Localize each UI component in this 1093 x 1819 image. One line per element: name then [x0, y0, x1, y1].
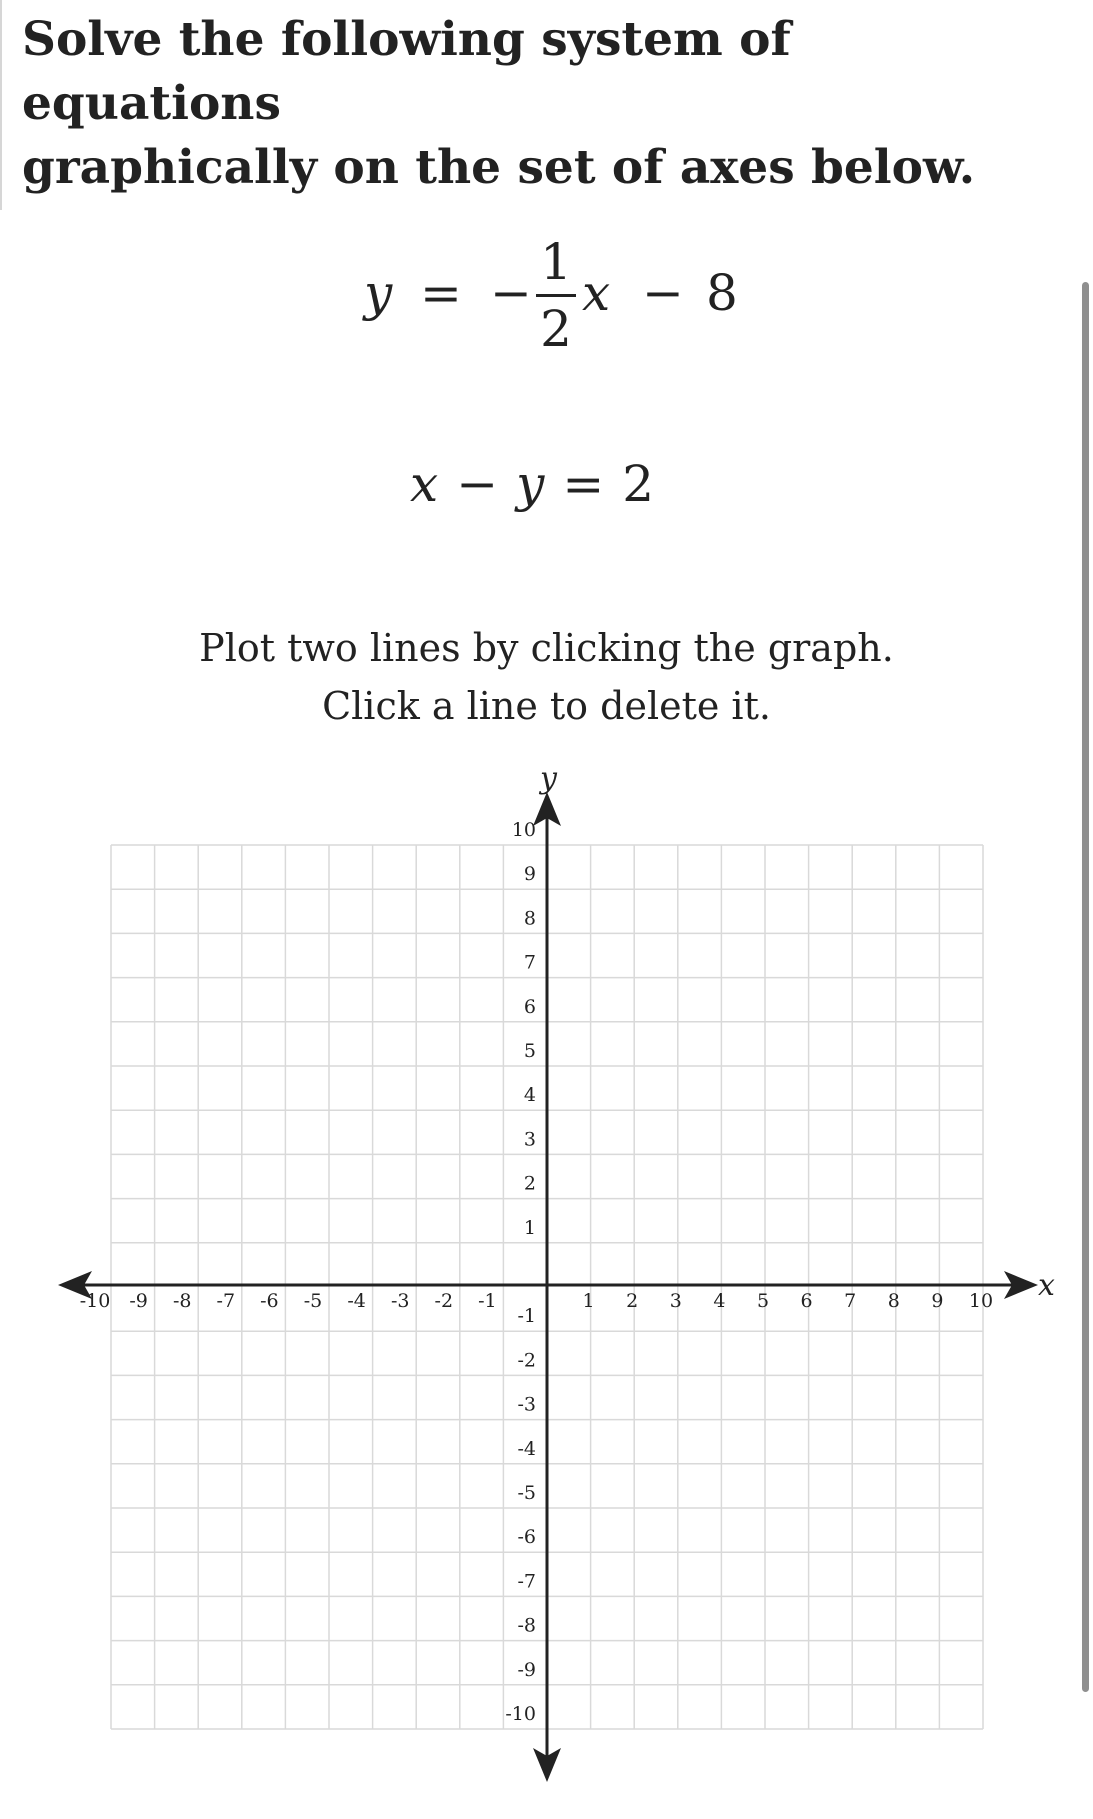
x-tick-label: -3: [390, 1290, 410, 1312]
x-tick-label: 9: [931, 1290, 944, 1312]
x-tick-label: 8: [887, 1290, 900, 1312]
x-tick-label: 6: [800, 1290, 813, 1312]
y-tick-label: 3: [523, 1128, 536, 1151]
y-axis-label: y: [540, 761, 557, 796]
x-axis-label: x: [1038, 1268, 1055, 1303]
eq2-x: x: [410, 455, 439, 513]
eq1-equals: =: [420, 264, 462, 322]
x-tick-label: 2: [626, 1290, 639, 1312]
y-tick-label: 4: [523, 1084, 536, 1107]
eq1-lhs: y: [364, 264, 393, 322]
x-tick-label: -6: [260, 1290, 279, 1312]
left-border: [0, 0, 2, 210]
y-tick-label: 5: [523, 1040, 536, 1062]
x-tick-label: -9: [129, 1290, 148, 1312]
eq2-minus: −: [456, 455, 499, 513]
y-tick-label: -8: [517, 1614, 536, 1637]
x-tick-label: -2: [434, 1290, 454, 1312]
y-tick-label: 10: [511, 819, 536, 841]
y-tick-label: 8: [523, 907, 536, 930]
eq1-negative-sign: −: [490, 264, 532, 322]
eq1-fraction: [536, 232, 576, 359]
x-tick-label: -8: [172, 1290, 192, 1312]
eq1-minus: −: [642, 264, 684, 322]
eq1-fraction-bar: [536, 294, 576, 297]
y-tick-label: 6: [523, 995, 536, 1018]
x-tick-label: 5: [756, 1290, 770, 1312]
eq1-denominator: 2: [540, 300, 572, 358]
x-tick-label: -1: [478, 1290, 497, 1312]
problem-title: [22, 8, 1022, 200]
instruction-delete: Click a line to delete it.: [322, 684, 771, 728]
y-tick-label: -1: [517, 1305, 536, 1328]
x-tick-label: 7: [844, 1290, 857, 1312]
title-line-1: Solve the following system of equations: [22, 12, 791, 131]
eq2-equals: =: [562, 455, 605, 513]
x-tick-label: -10: [79, 1290, 111, 1312]
eq1-variable: x: [582, 264, 611, 322]
x-tick-labels: [80, 1290, 993, 1312]
y-tick-label: -3: [517, 1393, 536, 1416]
eq2-y: y: [516, 455, 545, 513]
y-tick-labels: [505, 819, 536, 1725]
y-tick-label: -5: [517, 1482, 536, 1504]
instruction-plot: Plot two lines by clicking the graph.: [199, 626, 894, 670]
y-tick-label: -10: [505, 1703, 536, 1725]
x-tick-label: 3: [669, 1290, 682, 1312]
y-tick-label: -7: [517, 1570, 536, 1593]
x-tick-label: 1: [582, 1290, 595, 1312]
x-tick-label: -7: [216, 1290, 236, 1312]
vertical-scrollbar[interactable]: [1082, 282, 1089, 1692]
x-tick-label: 10: [968, 1290, 994, 1312]
x-tick-label: -4: [347, 1290, 366, 1312]
y-tick-label: 9: [523, 863, 536, 886]
x-tick-label: 4: [713, 1290, 726, 1312]
y-tick-label: -2: [517, 1349, 536, 1372]
x-tick-label: -5: [303, 1290, 323, 1312]
y-tick-label: 2: [523, 1172, 536, 1195]
y-tick-label: -4: [517, 1437, 536, 1460]
equation-2: [410, 455, 654, 513]
axes: [58, 761, 1055, 1782]
y-tick-label: 7: [523, 951, 536, 974]
eq1-constant: 8: [706, 264, 738, 322]
y-tick-label: 1: [523, 1216, 536, 1239]
y-tick-label: -6: [517, 1526, 536, 1549]
eq2-constant: 2: [622, 455, 655, 513]
eq1-numerator: 1: [540, 233, 572, 291]
y-tick-label: -9: [517, 1658, 536, 1681]
title-line-2: graphically on the set of axes below.: [22, 140, 976, 195]
coordinate-graph[interactable]: [0, 760, 1093, 1819]
